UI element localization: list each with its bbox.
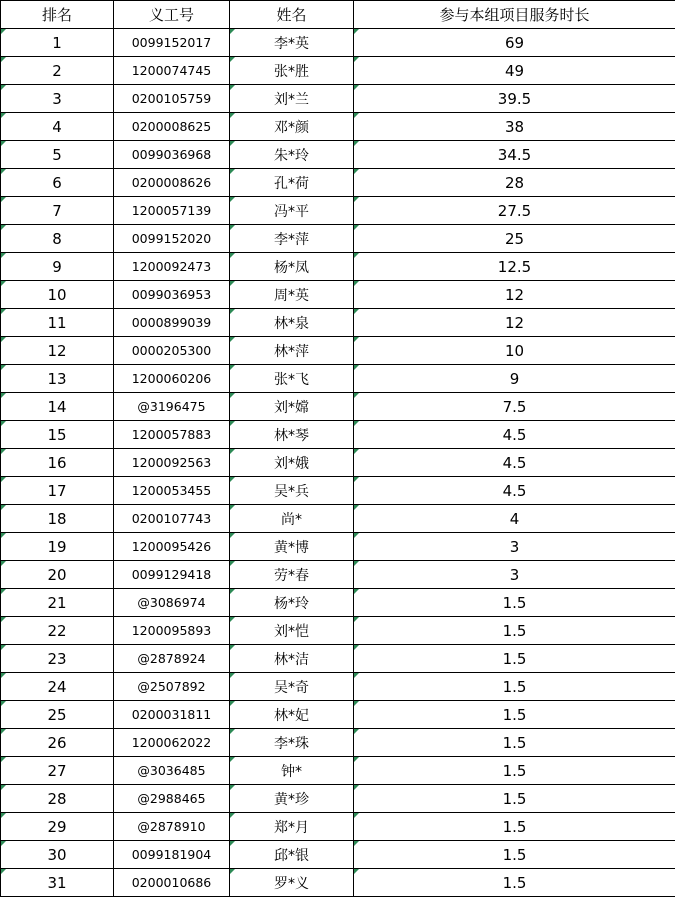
- name-cell[interactable]: 周*英: [230, 281, 354, 309]
- rank-cell[interactable]: 22: [1, 617, 114, 645]
- hours-cell[interactable]: 1.5: [354, 785, 675, 813]
- rank-cell[interactable]: 16: [1, 449, 114, 477]
- rank-cell[interactable]: 30: [1, 841, 114, 869]
- name-cell[interactable]: 罗*义: [230, 869, 354, 897]
- rank-cell[interactable]: 31: [1, 869, 114, 897]
- name-cell[interactable]: 劳*春: [230, 561, 354, 589]
- table-row: [1, 197, 675, 225]
- volunteer-id-cell[interactable]: @3086974: [114, 589, 230, 617]
- volunteer-id-cell[interactable]: 1200095893: [114, 617, 230, 645]
- volunteer-id-cell[interactable]: 0099036953: [114, 281, 230, 309]
- header-name[interactable]: 姓名: [230, 1, 354, 29]
- name-cell[interactable]: 杨*玲: [230, 589, 354, 617]
- name-cell[interactable]: 吴*奇: [230, 673, 354, 701]
- table-row: [1, 477, 675, 505]
- rank-cell[interactable]: 13: [1, 365, 114, 393]
- rank-cell[interactable]: 4: [1, 113, 114, 141]
- rank-cell[interactable]: 12: [1, 337, 114, 365]
- rank-cell[interactable]: 8: [1, 225, 114, 253]
- volunteer-id-cell[interactable]: 0099152020: [114, 225, 230, 253]
- hours-cell[interactable]: 7.5: [354, 393, 675, 421]
- table-row: [1, 813, 675, 841]
- volunteer-id-cell[interactable]: 1200060206: [114, 365, 230, 393]
- name-cell[interactable]: 杨*凤: [230, 253, 354, 281]
- name-cell[interactable]: 冯*平: [230, 197, 354, 225]
- hours-cell[interactable]: 1.5: [354, 617, 675, 645]
- rank-cell[interactable]: 9: [1, 253, 114, 281]
- hours-cell[interactable]: 4.5: [354, 449, 675, 477]
- rank-cell[interactable]: 19: [1, 533, 114, 561]
- name-cell[interactable]: 黄*珍: [230, 785, 354, 813]
- table-row: [1, 617, 675, 645]
- rank-cell[interactable]: 15: [1, 421, 114, 449]
- table-row: [1, 57, 675, 85]
- hours-cell[interactable]: 69: [354, 29, 675, 57]
- table-row: [1, 673, 675, 701]
- name-cell[interactable]: 朱*玲: [230, 141, 354, 169]
- table-row: [1, 533, 675, 561]
- table-row: [1, 421, 675, 449]
- rank-cell[interactable]: 24: [1, 673, 114, 701]
- name-cell[interactable]: 黄*博: [230, 533, 354, 561]
- hours-cell[interactable]: 1.5: [354, 645, 675, 673]
- hours-cell[interactable]: 1.5: [354, 869, 675, 897]
- volunteer-id-cell[interactable]: 1200053455: [114, 477, 230, 505]
- volunteer-id-cell[interactable]: 1200057883: [114, 421, 230, 449]
- volunteer-id-cell[interactable]: 0200008626: [114, 169, 230, 197]
- volunteer-id-cell[interactable]: 0200031811: [114, 701, 230, 729]
- table-row: [1, 561, 675, 589]
- rank-cell[interactable]: 10: [1, 281, 114, 309]
- volunteer-id-cell[interactable]: 0200010686: [114, 869, 230, 897]
- hours-cell[interactable]: 12: [354, 281, 675, 309]
- table-row: [1, 729, 675, 757]
- table-row: [1, 225, 675, 253]
- name-cell[interactable]: 刘*嫦: [230, 393, 354, 421]
- table-row: [1, 645, 675, 673]
- header-rank[interactable]: 排名: [1, 1, 114, 29]
- hours-cell[interactable]: 28: [354, 169, 675, 197]
- name-cell[interactable]: 李*萍: [230, 225, 354, 253]
- table-row: [1, 365, 675, 393]
- hours-cell[interactable]: 4.5: [354, 421, 675, 449]
- table-row: [1, 281, 675, 309]
- name-cell[interactable]: 邓*颜: [230, 113, 354, 141]
- volunteer-id-cell[interactable]: 0099152017: [114, 29, 230, 57]
- table-row: [1, 785, 675, 813]
- rank-cell[interactable]: 17: [1, 477, 114, 505]
- name-cell[interactable]: 邱*银: [230, 841, 354, 869]
- table-row: [1, 141, 675, 169]
- hours-cell[interactable]: 3: [354, 561, 675, 589]
- rank-cell[interactable]: 20: [1, 561, 114, 589]
- table-row: [1, 841, 675, 869]
- hours-cell[interactable]: 4.5: [354, 477, 675, 505]
- rank-cell[interactable]: 14: [1, 393, 114, 421]
- volunteer-id-cell[interactable]: @3036485: [114, 757, 230, 785]
- rank-cell[interactable]: 3: [1, 85, 114, 113]
- volunteer-id-cell[interactable]: 0200107743: [114, 505, 230, 533]
- header-volunteer-id[interactable]: 义工号: [114, 1, 230, 29]
- volunteer-id-cell[interactable]: 1200062022: [114, 729, 230, 757]
- table-row: [1, 449, 675, 477]
- volunteer-id-cell[interactable]: @2507892: [114, 673, 230, 701]
- volunteer-id-cell[interactable]: @2878910: [114, 813, 230, 841]
- name-cell[interactable]: 尚*: [230, 505, 354, 533]
- volunteer-id-cell[interactable]: @2878924: [114, 645, 230, 673]
- hours-cell[interactable]: 25: [354, 225, 675, 253]
- rank-cell[interactable]: 26: [1, 729, 114, 757]
- volunteer-id-cell[interactable]: 1200074745: [114, 57, 230, 85]
- rank-cell[interactable]: 29: [1, 813, 114, 841]
- name-cell[interactable]: 钟*: [230, 757, 354, 785]
- hours-cell[interactable]: 4: [354, 505, 675, 533]
- volunteer-id-cell[interactable]: 0099181904: [114, 841, 230, 869]
- rank-cell[interactable]: 23: [1, 645, 114, 673]
- name-cell[interactable]: 林*萍: [230, 337, 354, 365]
- name-cell[interactable]: 林*妃: [230, 701, 354, 729]
- table-row: [1, 505, 675, 533]
- table-row: [1, 29, 675, 57]
- name-cell[interactable]: 吴*兵: [230, 477, 354, 505]
- hours-cell[interactable]: 9: [354, 365, 675, 393]
- hours-cell[interactable]: 27.5: [354, 197, 675, 225]
- name-cell[interactable]: 孔*荷: [230, 169, 354, 197]
- volunteer-id-cell[interactable]: 0200105759: [114, 85, 230, 113]
- volunteer-id-cell[interactable]: 0099129418: [114, 561, 230, 589]
- volunteer-id-cell[interactable]: 0000899039: [114, 309, 230, 337]
- rank-cell[interactable]: 2: [1, 57, 114, 85]
- name-cell[interactable]: 郑*月: [230, 813, 354, 841]
- table-row: [1, 113, 675, 141]
- volunteer-id-cell[interactable]: 1200092473: [114, 253, 230, 281]
- table-row: [1, 869, 675, 897]
- volunteer-id-cell[interactable]: 0099036968: [114, 141, 230, 169]
- table-row: [1, 85, 675, 113]
- hours-cell[interactable]: 1.5: [354, 813, 675, 841]
- hours-cell[interactable]: 10: [354, 337, 675, 365]
- volunteer-id-cell[interactable]: @2988465: [114, 785, 230, 813]
- table-row: [1, 253, 675, 281]
- hours-cell[interactable]: 1.5: [354, 701, 675, 729]
- hours-cell[interactable]: 38: [354, 113, 675, 141]
- rank-cell[interactable]: 1: [1, 29, 114, 57]
- name-cell[interactable]: 李*珠: [230, 729, 354, 757]
- hours-cell[interactable]: 12.5: [354, 253, 675, 281]
- hours-cell[interactable]: 39.5: [354, 85, 675, 113]
- rank-cell[interactable]: 18: [1, 505, 114, 533]
- rank-cell[interactable]: 25: [1, 701, 114, 729]
- name-cell[interactable]: 刘*恺: [230, 617, 354, 645]
- volunteer-id-cell[interactable]: 1200095426: [114, 533, 230, 561]
- volunteer-id-cell[interactable]: @3196475: [114, 393, 230, 421]
- rank-cell[interactable]: 7: [1, 197, 114, 225]
- volunteer-id-cell[interactable]: 1200057139: [114, 197, 230, 225]
- table-row: [1, 589, 675, 617]
- hours-cell[interactable]: 1.5: [354, 757, 675, 785]
- name-cell[interactable]: 刘*娥: [230, 449, 354, 477]
- hours-cell[interactable]: 3: [354, 533, 675, 561]
- rank-cell[interactable]: 11: [1, 309, 114, 337]
- table-row: [1, 169, 675, 197]
- name-cell[interactable]: 林*琴: [230, 421, 354, 449]
- hours-cell[interactable]: 1.5: [354, 589, 675, 617]
- name-cell[interactable]: 张*胜: [230, 57, 354, 85]
- table-row: [1, 337, 675, 365]
- volunteer-id-cell[interactable]: 1200092563: [114, 449, 230, 477]
- name-cell[interactable]: 张*飞: [230, 365, 354, 393]
- rank-cell[interactable]: 27: [1, 757, 114, 785]
- hours-cell[interactable]: 12: [354, 309, 675, 337]
- table-row: [1, 701, 675, 729]
- hours-cell[interactable]: 34.5: [354, 141, 675, 169]
- rank-cell[interactable]: 6: [1, 169, 114, 197]
- hours-cell[interactable]: 1.5: [354, 841, 675, 869]
- table-row: [1, 757, 675, 785]
- name-cell[interactable]: 林*洁: [230, 645, 354, 673]
- name-cell[interactable]: 李*英: [230, 29, 354, 57]
- name-cell[interactable]: 林*泉: [230, 309, 354, 337]
- volunteer-id-cell[interactable]: 0200008625: [114, 113, 230, 141]
- hours-cell[interactable]: 49: [354, 57, 675, 85]
- header-hours[interactable]: 参与本组项目服务时长: [354, 1, 675, 29]
- hours-cell[interactable]: 1.5: [354, 673, 675, 701]
- table-row: [1, 309, 675, 337]
- rank-cell[interactable]: 28: [1, 785, 114, 813]
- name-cell[interactable]: 刘*兰: [230, 85, 354, 113]
- header-row: [1, 1, 675, 29]
- hours-cell[interactable]: 1.5: [354, 729, 675, 757]
- rank-cell[interactable]: 5: [1, 141, 114, 169]
- table-row: [1, 393, 675, 421]
- volunteer-id-cell[interactable]: 0000205300: [114, 337, 230, 365]
- rank-cell[interactable]: 21: [1, 589, 114, 617]
